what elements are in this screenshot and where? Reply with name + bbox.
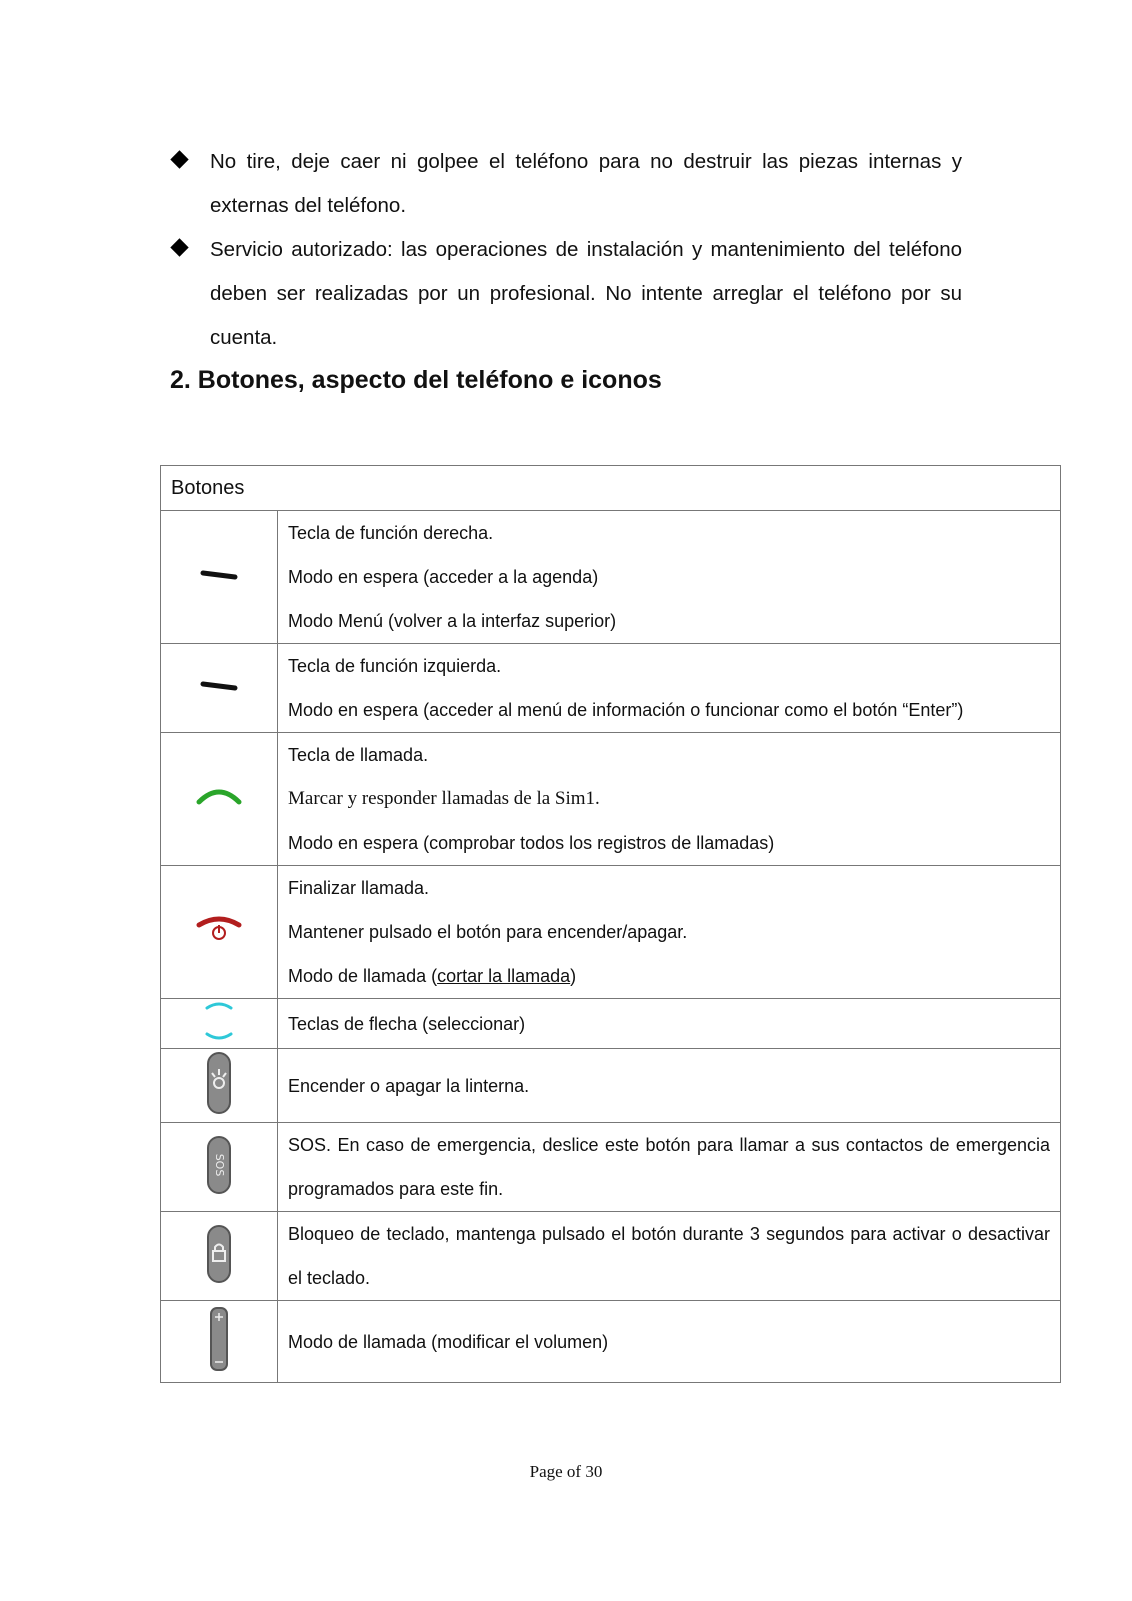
table-row — [161, 644, 1061, 733]
row-line: Modo en espera (acceder al menú de información o funcionar como el botón “Enter”) — [288, 700, 964, 720]
row-line: Teclas de flecha (seleccionar) — [288, 1013, 526, 1034]
left-softkey-icon — [161, 644, 278, 733]
table-row — [161, 1049, 1061, 1123]
keypad-lock-button-icon — [161, 1212, 278, 1301]
volume-button-icon — [161, 1301, 278, 1383]
row-line: Modo Menú (volver a la interfaz superior) — [288, 611, 617, 631]
row-line: Modo de llamada (modificar el volumen) — [288, 1331, 609, 1352]
row-line: Marcar y responder llamadas de la Sim1. — [288, 788, 600, 809]
underlined-text: cortar la llamada — [437, 966, 571, 986]
bullet-text: Servicio autorizado: las operaciones de instalación y mantenimiento del teléfono deben ser realizadas por un profesional. No intente arreglar el teléfono por su cuenta. — [210, 238, 962, 349]
table-row — [161, 1301, 1061, 1383]
bullet-item — [170, 228, 962, 360]
page-footer: Page of 30 — [529, 1462, 603, 1481]
bullet-item — [170, 140, 962, 228]
row-line: Encender o apagar la linterna. — [288, 1075, 530, 1096]
table-row — [161, 866, 1061, 999]
bullet-text: No tire, deje caer ni golpee el teléfono para no destruir las piezas internas y externas del teléfono. — [210, 150, 962, 217]
end-call-key-icon — [161, 866, 278, 999]
sos-button-icon — [161, 1123, 278, 1212]
table-row — [161, 1123, 1061, 1212]
row-line: Modo en espera (comprobar todos los registros de llamadas) — [288, 833, 775, 853]
table-header: Botones — [161, 466, 1061, 511]
row-line: Tecla de llamada. — [288, 745, 429, 765]
bullet-list — [170, 140, 962, 360]
row-line: Tecla de función derecha. — [288, 523, 494, 543]
row-text: SOS. En caso de emergencia, deslice este botón para llamar a sus contactos de emergencia programados para este fin. — [278, 1123, 1061, 1212]
section-heading: 2. Botones, aspecto del teléfono e iconos — [170, 366, 662, 394]
row-line: Modo en espera (acceder a la agenda) — [288, 567, 599, 587]
flashlight-button-icon — [161, 1049, 278, 1123]
row-line: Modo de llamada (cortar la llamada) — [288, 966, 577, 986]
call-key-icon — [161, 733, 278, 866]
diamond-bullet-icon — [170, 140, 210, 184]
right-softkey-icon — [161, 511, 278, 644]
buttons-table — [160, 465, 1061, 1383]
sos-label: SOS — [213, 1153, 226, 1176]
table-row — [161, 733, 1061, 866]
diamond-bullet-icon — [170, 228, 210, 272]
table-row — [161, 511, 1061, 644]
arrow-keys-icon — [161, 999, 278, 1049]
row-line: Finalizar llamada. — [288, 878, 430, 898]
row-line: Tecla de función izquierda. — [288, 656, 502, 676]
table-row — [161, 1212, 1061, 1301]
row-line: Mantener pulsado el botón para encender/apagar. — [288, 922, 688, 942]
row-text: Bloqueo de teclado, mantenga pulsado el botón durante 3 segundos para activar o desactivar el teclado. — [278, 1212, 1061, 1301]
table-row — [161, 999, 1061, 1049]
